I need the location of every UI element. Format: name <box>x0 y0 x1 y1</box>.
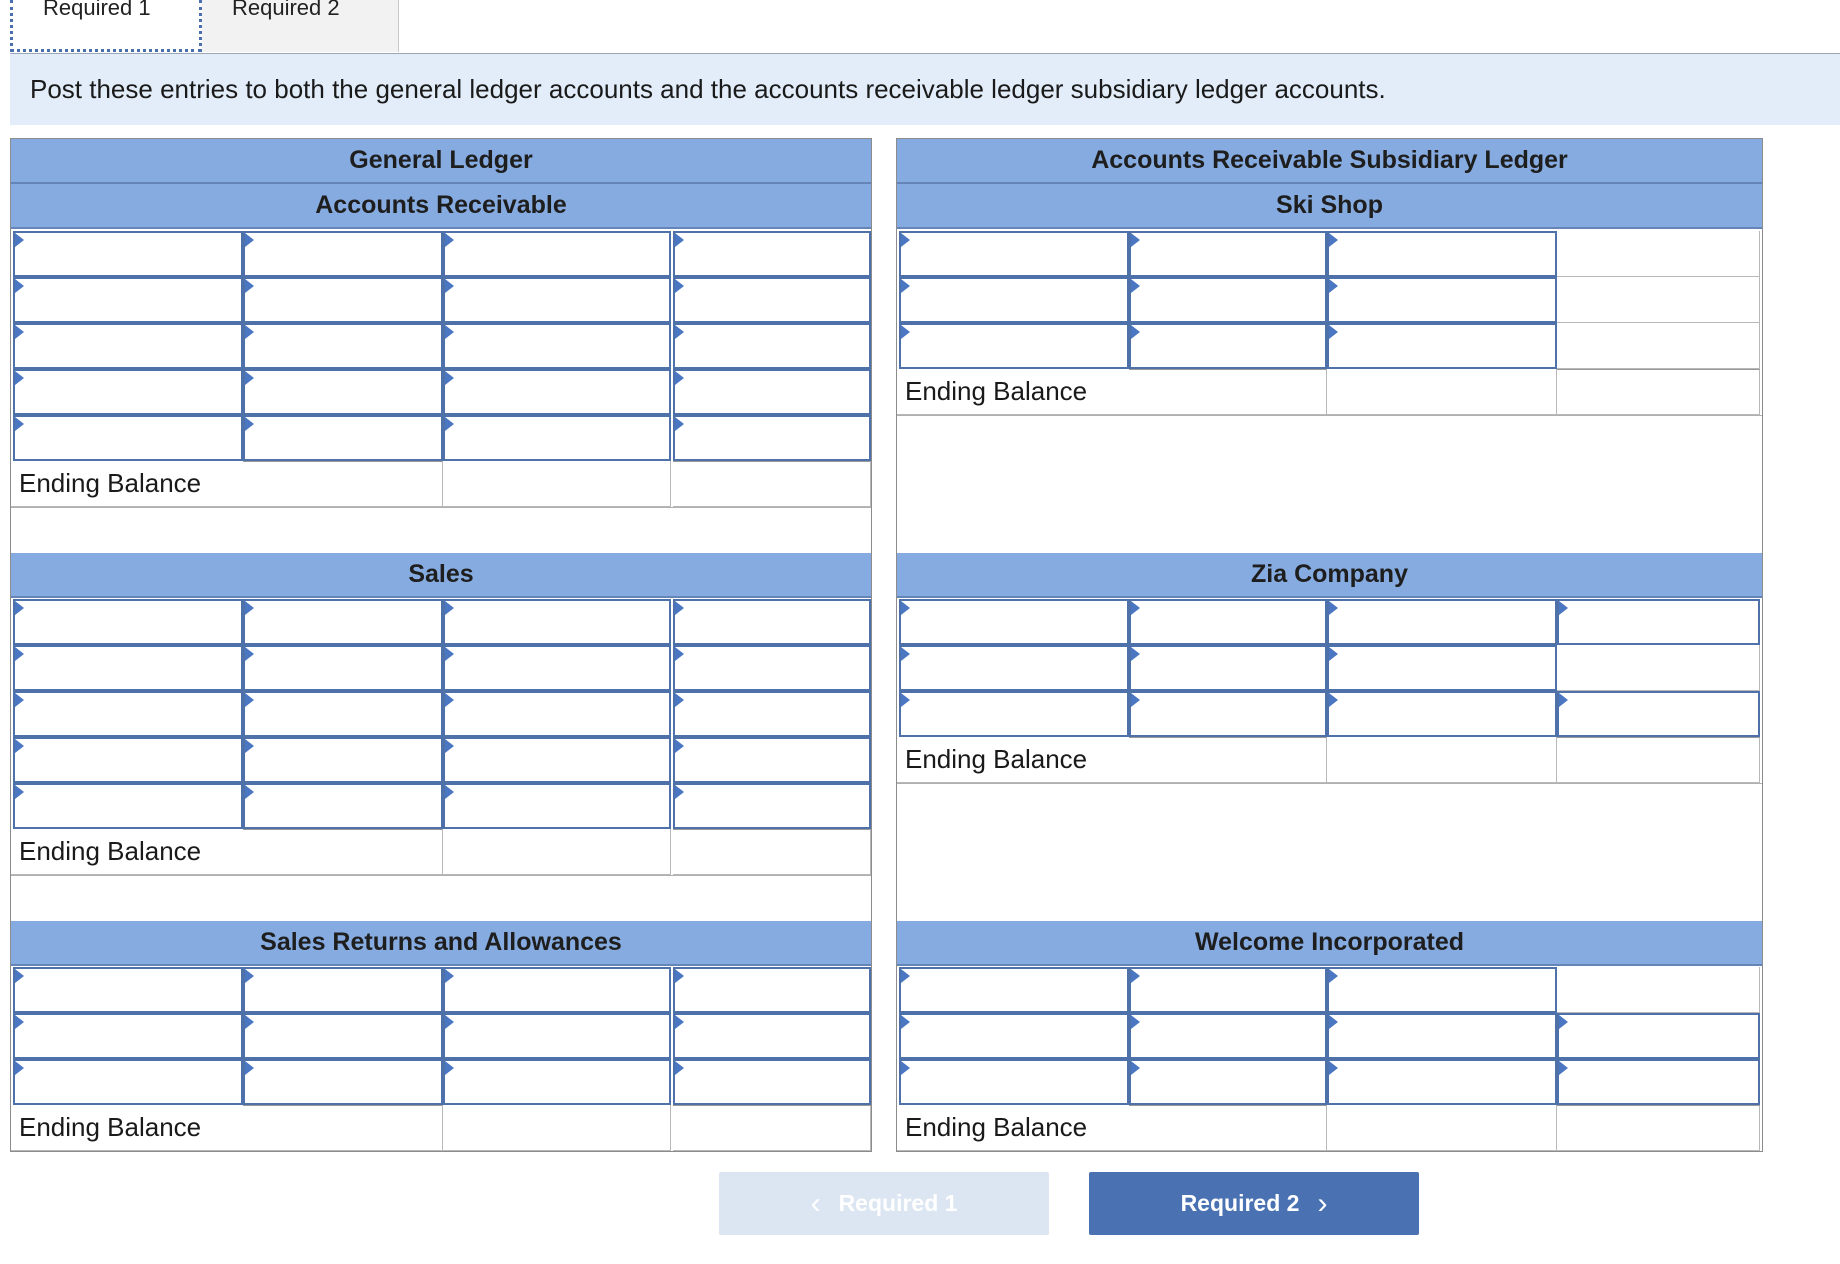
ledger-entry-input[interactable] <box>899 599 1129 645</box>
prev-required-1-button[interactable] <box>719 1172 1049 1235</box>
ledger-entry-input[interactable] <box>899 691 1129 737</box>
ledger-entry-input[interactable] <box>243 599 443 645</box>
subsidiary-ledger-title: Accounts Receivable Subsidiary Ledger <box>897 139 1762 184</box>
ledger-entry-input[interactable] <box>673 369 871 415</box>
chevron-right-icon: › <box>1317 1186 1328 1220</box>
ledger-entry-input[interactable] <box>443 691 671 737</box>
ledger-blank-cell <box>443 1105 671 1151</box>
ledger-entry-input[interactable] <box>243 967 443 1013</box>
ledger-entry-input[interactable] <box>673 1059 871 1105</box>
ledger-entry-input[interactable] <box>673 645 871 691</box>
ledger-entry-input[interactable] <box>1557 1013 1760 1059</box>
ledger-entry-input[interactable] <box>673 415 871 461</box>
ending-balance-label: Ending Balance <box>897 369 1129 415</box>
ledger-entry-input[interactable] <box>1327 691 1557 737</box>
prev-button-label: Required 1 <box>838 1190 958 1216</box>
customer-account-title: Zia Company <box>897 553 1762 598</box>
ending-balance-credit-field <box>673 829 871 875</box>
ending-balance-credit-field <box>673 1105 871 1151</box>
ending-balance-debit-field <box>243 461 443 507</box>
subsidiary-ledger-panel <box>896 138 1763 1152</box>
ledger-entry-input[interactable] <box>443 415 671 461</box>
ending-balance-credit-field <box>1557 737 1760 783</box>
ledger-entry-input[interactable] <box>443 231 671 277</box>
section-divider <box>897 783 1762 784</box>
ledger-entry-input[interactable] <box>899 1059 1129 1105</box>
next-required-2-button[interactable] <box>1089 1172 1419 1235</box>
ledger-entry-input[interactable] <box>13 1059 243 1105</box>
ledger-entry-input[interactable] <box>1327 645 1557 691</box>
customer-account-title: Ski Shop <box>897 184 1762 229</box>
ledger-entry-input[interactable] <box>899 231 1129 277</box>
ledger-entry-input[interactable] <box>243 645 443 691</box>
ledger-entry-input[interactable] <box>443 783 671 829</box>
ledger-entry-input[interactable] <box>1129 1013 1327 1059</box>
ledger-entry-input[interactable] <box>1129 231 1327 277</box>
ledger-entry-input[interactable] <box>673 323 871 369</box>
ledger-entry-input[interactable] <box>243 1013 443 1059</box>
ledger-entry-input[interactable] <box>1327 277 1557 323</box>
ledger-entry-input[interactable] <box>1557 599 1760 645</box>
ending-balance-label: Ending Balance <box>897 1105 1129 1151</box>
section-divider <box>897 415 1762 416</box>
ending-balance-label: Ending Balance <box>897 737 1129 783</box>
ledger-entry-input[interactable] <box>899 645 1129 691</box>
ledger-account-title: Sales <box>11 553 871 598</box>
ledger-entry-input[interactable] <box>13 1013 243 1059</box>
ledger-entry-input[interactable] <box>673 737 871 783</box>
ledger-entry-input[interactable] <box>13 369 243 415</box>
chevron-left-icon: ‹ <box>810 1186 821 1220</box>
ledger-entry-input[interactable] <box>1557 1059 1760 1105</box>
ledger-entry-input[interactable] <box>443 645 671 691</box>
ending-balance-credit-field <box>1557 1105 1760 1151</box>
ledger-entry-input[interactable] <box>243 1059 443 1105</box>
ledger-entry-input[interactable] <box>1327 231 1557 277</box>
ending-balance-label: Ending Balance <box>11 829 243 875</box>
general-ledger-title: General Ledger <box>11 139 871 184</box>
ledger-blank-cell <box>443 461 671 507</box>
ledger-entry-input[interactable] <box>13 599 243 645</box>
ledger-entry-input[interactable] <box>13 691 243 737</box>
ledger-entry-input[interactable] <box>443 599 671 645</box>
ledger-account-title: Accounts Receivable <box>11 184 871 229</box>
ledger-entry-input[interactable] <box>1327 599 1557 645</box>
ledger-blank-cell <box>1327 369 1557 415</box>
ledger-entry-input[interactable] <box>243 231 443 277</box>
ending-balance-debit-field <box>1129 1105 1327 1151</box>
ledger-entry-input[interactable] <box>673 783 871 829</box>
ending-balance-debit-field <box>243 1105 443 1151</box>
ledger-entry-input[interactable] <box>243 323 443 369</box>
ledger-entry-input[interactable] <box>13 783 243 829</box>
ledger-entry-input[interactable] <box>673 1013 871 1059</box>
ledger-entry-input[interactable] <box>13 415 243 461</box>
ledger-entry-input[interactable] <box>443 1013 671 1059</box>
ledger-entry-input[interactable] <box>899 967 1129 1013</box>
ledger-entry-input[interactable] <box>243 277 443 323</box>
ledger-entry-input[interactable] <box>13 323 243 369</box>
ledger-entry-input[interactable] <box>443 967 671 1013</box>
ending-balance-debit-field <box>1129 737 1327 783</box>
ending-balance-debit-field <box>243 829 443 875</box>
instruction-text: Post these entries to both the general ledger accounts and the accounts receivable ledger subsidiary ledger accounts. <box>10 54 1840 125</box>
ledger-entry-input[interactable] <box>443 369 671 415</box>
ledger-entry-input[interactable] <box>1129 1059 1327 1105</box>
section-divider <box>11 875 871 876</box>
ledger-entry-input[interactable] <box>1129 967 1327 1013</box>
ledger-entry-input[interactable] <box>899 1013 1129 1059</box>
ledger-entry-input[interactable] <box>243 369 443 415</box>
ledger-account-title: Sales Returns and Allowances <box>11 921 871 966</box>
ledger-blank-cell <box>1327 1105 1557 1151</box>
ledger-entry-input[interactable] <box>243 737 443 783</box>
ending-balance-label: Ending Balance <box>11 1105 243 1151</box>
ledger-entry-input[interactable] <box>1129 599 1327 645</box>
ledger-blank-cell <box>1557 323 1760 369</box>
ledger-entry-input[interactable] <box>13 645 243 691</box>
ledger-entry-input[interactable] <box>673 277 871 323</box>
ledger-entry-input[interactable] <box>13 231 243 277</box>
ending-balance-debit-field <box>1129 369 1327 415</box>
section-divider <box>11 507 871 508</box>
ending-balance-credit-field <box>1557 369 1760 415</box>
general-ledger-panel <box>10 138 872 1152</box>
ledger-entry-input[interactable] <box>443 1059 671 1105</box>
ledger-blank-cell <box>1557 277 1760 323</box>
ledger-entry-input[interactable] <box>443 323 671 369</box>
ledger-entry-input[interactable] <box>1327 967 1557 1013</box>
ledger-entry-input[interactable] <box>673 599 871 645</box>
ledger-blank-cell <box>1557 967 1760 1013</box>
ledger-entry-input[interactable] <box>1557 691 1760 737</box>
ledger-entry-input[interactable] <box>243 415 443 461</box>
ledger-entry-input[interactable] <box>13 277 243 323</box>
ledger-blank-cell <box>1557 231 1760 277</box>
ledger-entry-input[interactable] <box>1327 1013 1557 1059</box>
tab-required-1[interactable]: Required 1 <box>10 0 202 52</box>
ending-balance-credit-field <box>673 461 871 507</box>
ledger-blank-cell <box>1557 645 1760 691</box>
ledger-entry-input[interactable] <box>673 231 871 277</box>
ledger-entry-input[interactable] <box>243 691 443 737</box>
ledger-entry-input[interactable] <box>1327 323 1557 369</box>
ledger-entry-input[interactable] <box>443 277 671 323</box>
ledger-entry-input[interactable] <box>243 783 443 829</box>
tab-required-2[interactable]: Required 2 <box>202 0 399 52</box>
ledger-entry-input[interactable] <box>1327 1059 1557 1105</box>
ledger-entry-input[interactable] <box>899 277 1129 323</box>
ledger-entry-input[interactable] <box>673 691 871 737</box>
ledger-blank-cell <box>443 829 671 875</box>
ledger-entry-input[interactable] <box>1129 645 1327 691</box>
ledger-blank-cell <box>1327 737 1557 783</box>
ledger-entry-input[interactable] <box>1129 277 1327 323</box>
ledger-entry-input[interactable] <box>899 323 1129 369</box>
ledger-entry-input[interactable] <box>1129 323 1327 369</box>
next-button-label: Required 2 <box>1180 1190 1300 1216</box>
ledger-entry-input[interactable] <box>13 737 243 783</box>
ledger-entry-input[interactable] <box>673 967 871 1013</box>
ending-balance-label: Ending Balance <box>11 461 243 507</box>
customer-account-title: Welcome Incorporated <box>897 921 1762 966</box>
ledger-entry-input[interactable] <box>443 737 671 783</box>
ledger-entry-input[interactable] <box>13 967 243 1013</box>
tab-bar <box>10 0 1840 54</box>
ledger-entry-input[interactable] <box>1129 691 1327 737</box>
